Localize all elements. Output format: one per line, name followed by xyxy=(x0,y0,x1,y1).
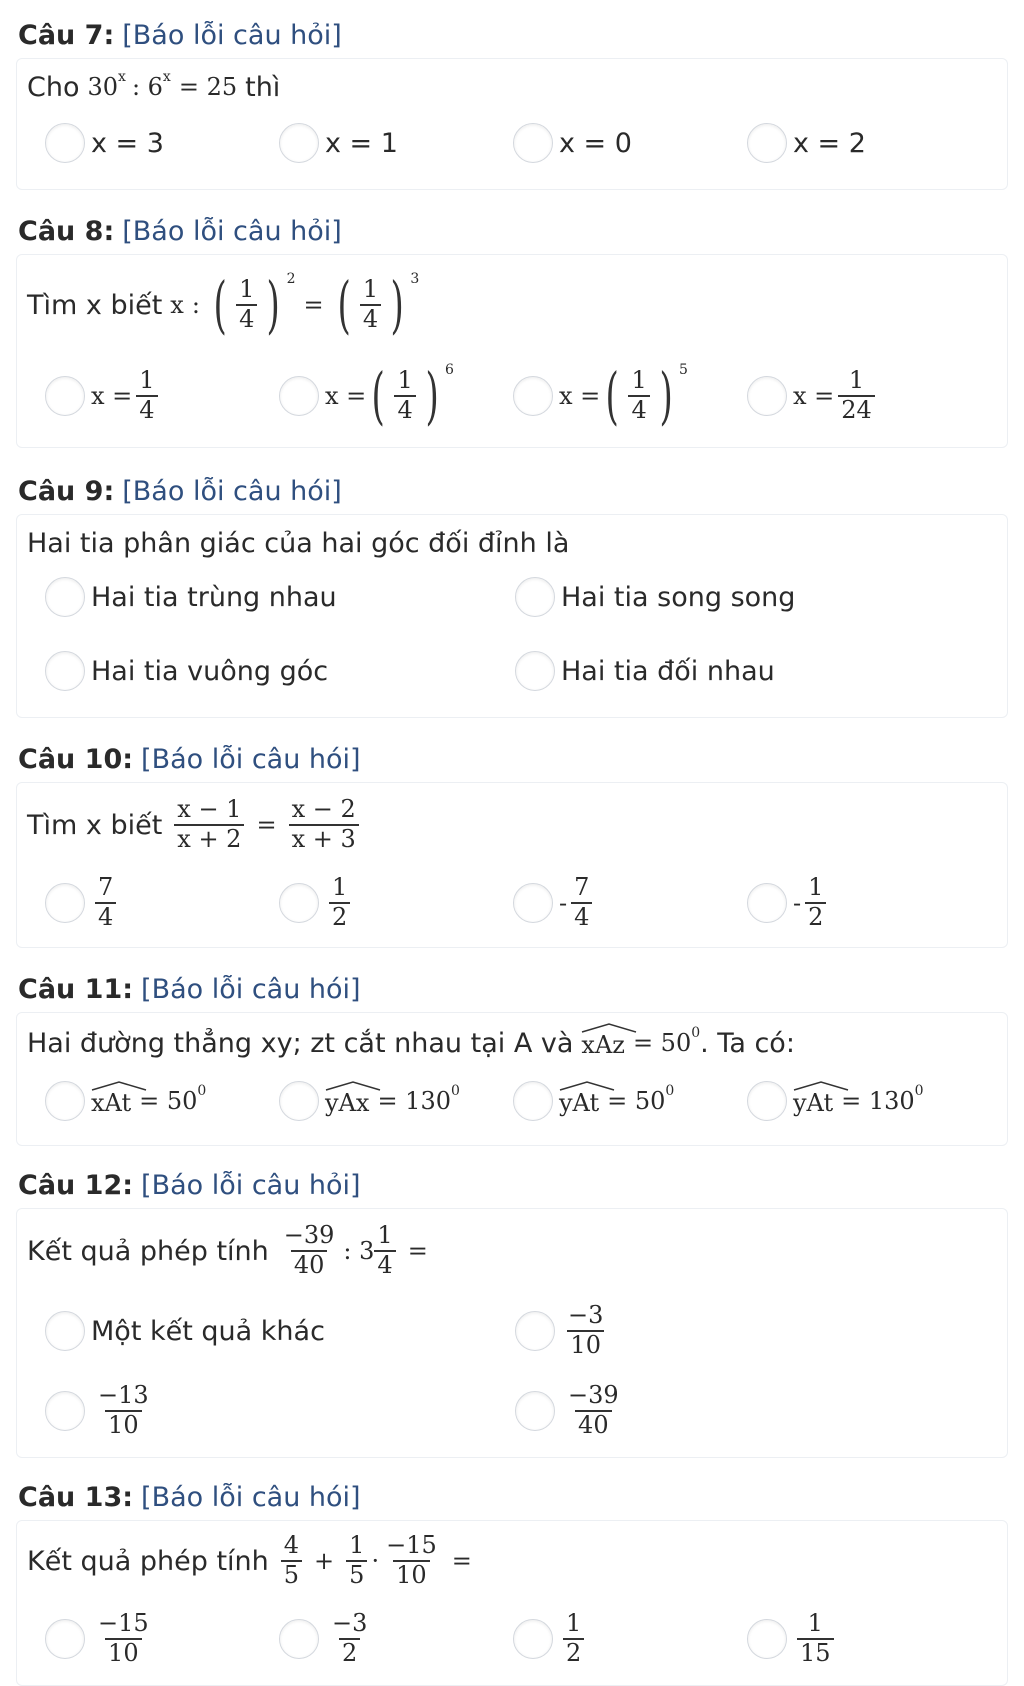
math-exponent: 0 xyxy=(450,1083,460,1099)
frac-den: 10 xyxy=(393,1560,430,1590)
radio-button[interactable] xyxy=(279,123,319,163)
frac-num: 1 xyxy=(239,275,255,304)
frac-num: 7 xyxy=(98,873,114,902)
radio-button[interactable] xyxy=(45,1081,85,1121)
radio-button[interactable] xyxy=(513,376,553,416)
option-math xyxy=(793,1085,924,1117)
angle-label: xAt xyxy=(91,1089,132,1117)
stem-text: Kết quả phép tính xyxy=(27,1235,269,1267)
question-number: Câu 7: xyxy=(18,20,115,51)
option-math xyxy=(793,367,879,424)
frac-den: 2 xyxy=(805,902,826,932)
stem-math xyxy=(87,69,238,101)
frac-num: 1 xyxy=(332,873,348,902)
answer-option[interactable] xyxy=(279,1601,374,1677)
math-part: : 3 xyxy=(343,1237,375,1265)
frac-num: 7 xyxy=(574,873,590,902)
option-label: Hai tia song song xyxy=(561,581,796,613)
answer-option[interactable] xyxy=(513,123,632,163)
question-7-card xyxy=(16,58,1008,190)
option-label: x = 3 xyxy=(91,127,164,159)
frac-den: 4 xyxy=(360,304,381,334)
frac-den: 40 xyxy=(575,1410,612,1440)
question-stem xyxy=(27,1021,795,1065)
frac-den: 4 xyxy=(136,395,157,425)
math-part: x = xyxy=(325,382,367,410)
frac-num: 1 xyxy=(631,366,647,395)
question-number: Câu 12: xyxy=(18,1170,134,1201)
option-math xyxy=(91,1610,156,1667)
math-exponent: x xyxy=(162,69,171,85)
radio-button[interactable] xyxy=(45,651,85,691)
option-label: Một kết quả khác xyxy=(91,1315,325,1347)
frac-num: 1 xyxy=(377,1221,393,1250)
frac-den: 2 xyxy=(563,1638,584,1668)
math-part: = xyxy=(303,291,324,319)
angle-hat xyxy=(581,1027,625,1059)
radio-button[interactable] xyxy=(279,1081,319,1121)
answer-option[interactable] xyxy=(45,355,162,437)
math-exponent: 5 xyxy=(678,362,688,378)
frac-den: 2 xyxy=(329,902,350,932)
math-exponent: 0 xyxy=(197,1083,207,1099)
paren-group: ( $\frac{1}{4}$ ) 2 xyxy=(213,268,296,341)
frac-num: 1 xyxy=(807,1609,823,1638)
answer-option[interactable] xyxy=(279,123,398,163)
answer-option[interactable] xyxy=(747,1601,838,1677)
question-number: Câu 13: xyxy=(18,1482,134,1513)
report-link[interactable]: [Báo lỗi câu hói] xyxy=(141,974,361,1005)
frac-den: 40 xyxy=(291,1250,328,1280)
angle-label: xAz xyxy=(581,1031,625,1059)
option-math xyxy=(91,1085,206,1117)
answer-option[interactable] xyxy=(515,575,795,619)
frac-num: 1 xyxy=(848,366,865,395)
math-part: x = xyxy=(793,382,835,410)
question-number: Câu 9: xyxy=(18,476,115,507)
radio-button[interactable] xyxy=(747,1619,787,1659)
radio-button[interactable] xyxy=(279,376,319,416)
option-label: Hai tia vuông góc xyxy=(91,655,329,687)
question-12-card xyxy=(16,1208,1008,1458)
question-12-title xyxy=(18,1170,361,1201)
frac-num: 1 xyxy=(808,873,824,902)
stem-math xyxy=(170,796,362,853)
question-8-card xyxy=(16,254,1008,448)
option-math xyxy=(793,1610,838,1667)
radio-button[interactable] xyxy=(515,1391,555,1431)
math-sign: - xyxy=(559,889,568,917)
option-math xyxy=(325,1085,460,1117)
report-link[interactable]: [Báo lỗi câu hói] xyxy=(141,1482,361,1513)
frac-den: 4 xyxy=(628,395,649,425)
radio-button[interactable] xyxy=(513,1619,553,1659)
frac-den: 24 xyxy=(838,395,875,425)
answer-option[interactable] xyxy=(279,865,354,941)
stem-text: Tìm x biết xyxy=(27,289,163,321)
option-math xyxy=(559,1085,674,1117)
answer-option[interactable] xyxy=(513,1079,674,1123)
option-math xyxy=(91,1382,156,1439)
radio-button[interactable] xyxy=(45,1311,85,1351)
option-math: x = ( $\frac{1}{4}$ ) 5 xyxy=(559,359,688,432)
radio-button[interactable] xyxy=(45,577,85,617)
option-math xyxy=(559,874,596,931)
frac-den: 15 xyxy=(797,1638,834,1668)
answer-option[interactable] xyxy=(747,355,879,437)
math-part: x xyxy=(170,291,184,319)
answer-option[interactable] xyxy=(513,1601,588,1677)
option-label: Hai tia trùng nhau xyxy=(91,581,337,613)
question-13-title xyxy=(18,1482,361,1513)
radio-button[interactable] xyxy=(45,123,85,163)
question-9-title xyxy=(18,476,342,507)
frac-num: 1 xyxy=(349,1531,365,1560)
math-exponent: 2 xyxy=(286,271,296,287)
question-stem xyxy=(27,67,280,107)
math-part: : 6 xyxy=(131,73,163,101)
answer-option[interactable] xyxy=(747,123,866,163)
frac-den: 10 xyxy=(567,1330,604,1360)
answer-option[interactable] xyxy=(515,1373,626,1449)
question-11-title xyxy=(18,974,361,1005)
option-math xyxy=(325,874,354,931)
radio-button[interactable] xyxy=(45,1619,85,1659)
math-sign: - xyxy=(793,889,802,917)
frac-den: 10 xyxy=(105,1410,142,1440)
math-part: 30 xyxy=(87,73,119,101)
answer-option[interactable] xyxy=(45,123,164,163)
math-exponent: 0 xyxy=(914,1083,924,1099)
radio-button[interactable] xyxy=(45,883,85,923)
radio-button[interactable] xyxy=(515,577,555,617)
radio-button[interactable] xyxy=(515,1311,555,1351)
option-label: x = 0 xyxy=(559,127,632,159)
stem-text: Hai tia phân giác của hai góc đối đỉnh là xyxy=(27,527,570,559)
frac-den: x + 2 xyxy=(174,824,244,854)
option-math xyxy=(559,1610,588,1667)
frac-den: 4 xyxy=(374,1250,395,1280)
question-stem xyxy=(27,523,569,563)
stem-text: Cho xyxy=(27,71,80,103)
radio-button[interactable] xyxy=(279,1619,319,1659)
report-link[interactable]: [Báo lỗi câu hỏi] xyxy=(122,216,342,247)
question-stem xyxy=(27,1523,480,1599)
question-number: Câu 10: xyxy=(18,744,134,775)
option-math: x = ( $\frac{1}{4}$ ) 6 xyxy=(325,359,454,432)
answer-option[interactable] xyxy=(515,1293,610,1369)
frac-den: x + 3 xyxy=(289,824,359,854)
math-part: = 50 xyxy=(607,1087,666,1115)
question-10-title xyxy=(18,744,361,775)
option-math xyxy=(561,1382,626,1439)
question-7-title xyxy=(18,20,342,51)
math-part: = 130 xyxy=(841,1087,915,1115)
stem-text: Kết quả phép tính xyxy=(27,1545,269,1577)
answer-option[interactable] xyxy=(515,649,775,693)
answer-option[interactable] xyxy=(45,865,120,941)
option-math xyxy=(325,1610,374,1667)
radio-button[interactable] xyxy=(279,883,319,923)
frac-num: 1 xyxy=(397,366,413,395)
frac-num: −39 xyxy=(283,1221,335,1250)
answer-option[interactable] xyxy=(747,865,830,941)
radio-button[interactable] xyxy=(747,883,787,923)
frac-num: −13 xyxy=(98,1381,149,1410)
report-link[interactable]: [Báo lỗi câu hỏi] xyxy=(122,20,342,51)
frac-num: x − 1 xyxy=(177,795,242,824)
math-part: = 50 xyxy=(139,1087,198,1115)
math-part: x = xyxy=(91,382,133,410)
report-link[interactable]: [Báo lỗi câu hỏi] xyxy=(141,1170,361,1201)
angle-label: yAx xyxy=(325,1089,370,1117)
option-label: x = 1 xyxy=(325,127,398,159)
stem-math xyxy=(581,1027,700,1059)
radio-button[interactable] xyxy=(747,1081,787,1121)
stem-text: thì xyxy=(245,71,281,103)
math-part: · xyxy=(371,1547,380,1575)
option-math xyxy=(91,874,120,931)
math-part: : xyxy=(191,291,200,319)
frac-num: x − 2 xyxy=(291,795,356,824)
math-exponent: x xyxy=(118,69,126,85)
frac-den: 5 xyxy=(346,1560,367,1590)
frac-num: 1 xyxy=(566,1609,582,1638)
answer-option[interactable] xyxy=(45,575,337,619)
stem-math xyxy=(170,268,420,341)
question-9-card xyxy=(16,514,1008,718)
frac-num: 1 xyxy=(139,366,155,395)
answer-option[interactable] xyxy=(279,1079,460,1123)
radio-button[interactable] xyxy=(747,123,787,163)
frac-num: 1 xyxy=(362,275,379,304)
answer-option[interactable] xyxy=(45,1079,206,1123)
answer-option[interactable] xyxy=(747,1079,924,1123)
math-exponent: 6 xyxy=(444,362,454,378)
frac-den: 5 xyxy=(281,1560,302,1590)
question-10-card xyxy=(16,782,1008,948)
math-part: = 50 xyxy=(632,1029,692,1057)
frac-den: 4 xyxy=(236,304,257,334)
angle-label: yAt xyxy=(793,1089,834,1117)
paren-group: ( $\frac{1}{4}$ ) 3 xyxy=(337,268,420,341)
report-link[interactable]: [Báo lỗi câu hói] xyxy=(141,744,361,775)
math-part: + xyxy=(314,1547,335,1575)
answer-option[interactable] xyxy=(513,865,596,941)
math-part: = 25 xyxy=(178,73,238,101)
option-label: Hai tia đối nhau xyxy=(561,655,775,687)
radio-button[interactable] xyxy=(515,651,555,691)
option-math xyxy=(793,874,830,931)
math-exponent: 0 xyxy=(691,1025,701,1041)
question-11-card xyxy=(16,1012,1008,1146)
answer-option[interactable] xyxy=(45,649,328,693)
math-part: = 130 xyxy=(377,1087,451,1115)
stem-text: Hai đường thẳng xy; zt cắt nhau tại A và xyxy=(27,1027,574,1059)
frac-num: −3 xyxy=(332,1609,368,1638)
radio-button[interactable] xyxy=(513,883,553,923)
frac-den: 4 xyxy=(571,902,592,932)
frac-num: 4 xyxy=(283,1531,300,1560)
math-part: = xyxy=(256,811,277,839)
question-stem xyxy=(27,1213,436,1289)
answer-option[interactable] xyxy=(279,355,454,437)
frac-den: 4 xyxy=(394,395,415,425)
answer-option[interactable] xyxy=(45,1293,325,1369)
radio-button[interactable] xyxy=(45,376,85,416)
question-13-card xyxy=(16,1520,1008,1686)
answer-option[interactable] xyxy=(45,1601,156,1677)
report-link[interactable]: [Báo lỗi câu hói] xyxy=(122,476,342,507)
radio-button[interactable] xyxy=(747,376,787,416)
radio-button[interactable] xyxy=(513,123,553,163)
answer-option[interactable] xyxy=(513,355,688,437)
option-math xyxy=(91,367,162,424)
question-number: Câu 11: xyxy=(18,974,134,1005)
stem-text: . Ta có: xyxy=(700,1027,795,1059)
stem-text: Tìm x biết xyxy=(27,809,163,841)
angle-label: yAt xyxy=(559,1089,600,1117)
frac-num: −3 xyxy=(568,1301,604,1330)
frac-den: 2 xyxy=(339,1638,360,1668)
frac-num: −39 xyxy=(568,1381,619,1410)
math-part: = xyxy=(451,1547,472,1575)
frac-den: 4 xyxy=(95,902,116,932)
math-exponent: 3 xyxy=(410,271,420,287)
radio-button[interactable] xyxy=(513,1081,553,1121)
option-label: x = 2 xyxy=(793,127,866,159)
math-part: x = xyxy=(559,382,601,410)
math-exponent: 0 xyxy=(665,1083,675,1099)
frac-den: 10 xyxy=(105,1638,142,1668)
question-8-title xyxy=(18,216,342,247)
question-stem xyxy=(27,261,419,349)
answer-option[interactable] xyxy=(45,1373,156,1449)
radio-button[interactable] xyxy=(45,1391,85,1431)
stem-math xyxy=(277,1532,480,1589)
question-stem xyxy=(27,787,363,863)
question-number: Câu 8: xyxy=(18,216,115,247)
frac-num: −15 xyxy=(386,1531,437,1560)
option-math xyxy=(561,1302,610,1359)
frac-num: −15 xyxy=(98,1609,149,1638)
math-part: = xyxy=(407,1237,428,1265)
stem-math xyxy=(277,1222,436,1279)
